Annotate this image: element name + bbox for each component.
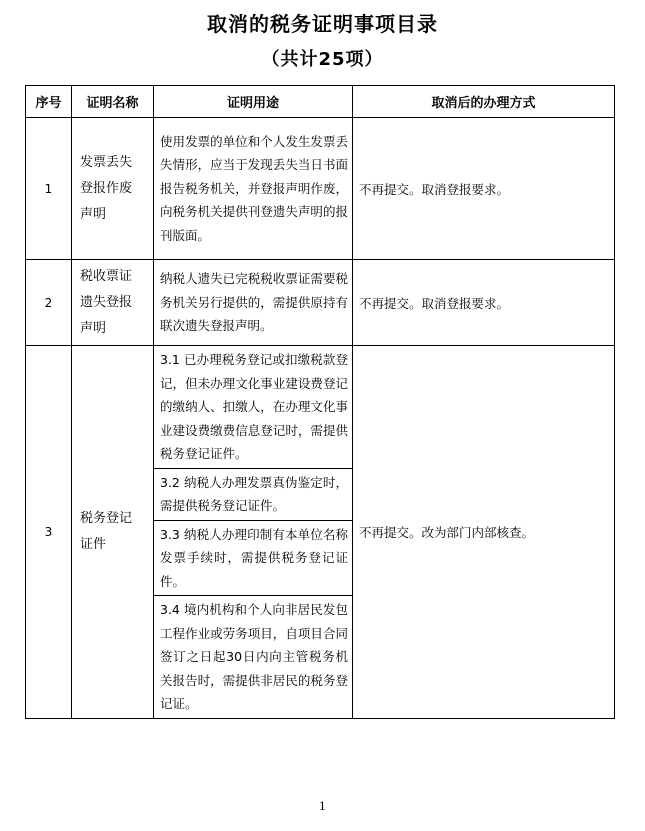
row-way: 不再提交。取消登报要求。	[353, 260, 615, 346]
row-use-subitem: 3.1 已办理税务登记或扣缴税款登记，但未办理文化事业建设费登记的缴纳人、扣缴人，在办理文化事业建设费缴费信息登记时，需提供税务登记证件。	[160, 352, 348, 461]
header-name: 证明名称	[72, 86, 154, 118]
row-use-subitem: 3.4 境内机构和个人向非居民发包工程作业或劳务项目，自项目合同签订之日起30日内向主管税务机关报告时，需提供非居民的税务登记证。	[154, 595, 352, 718]
row-use	[154, 346, 353, 719]
page-number: 1	[319, 800, 326, 813]
header-no: 序号	[26, 86, 72, 118]
row-name	[72, 118, 154, 260]
row-use-sublist	[154, 346, 352, 718]
table-row	[26, 260, 615, 346]
row-use-text: 使用发票的单位和个人发生发票丢失情形，应当于发现丢失当日书面报告税务机关，并登报声明作废，向税务机关提供刊登遗失声明的报刊版面。	[160, 133, 348, 243]
row-use-subitem: 3.3 纳税人办理印制有本单位名称发票手续时，需提供税务登记证件。	[154, 520, 352, 596]
row-name-line: 登报作废	[80, 180, 133, 196]
row-use	[154, 118, 353, 260]
row-name-line: 税务登记	[80, 510, 133, 526]
row-way: 不再提交。取消登报要求。	[353, 118, 615, 260]
row-use-text: 纳税人遗失已完税税收票证需要税务机关另行提供的，需提供原持有联次遗失登报声明。	[160, 271, 348, 334]
document-subtitle: （共计25项）	[261, 49, 384, 70]
row-use-subitem: 3.2 纳税人办理发票真伪鉴定时，需提供税务登记证件。	[154, 468, 352, 520]
document-title: 取消的税务证明事项目录	[207, 12, 438, 36]
row-name	[72, 260, 154, 346]
header-way: 取消后的办理方式	[353, 86, 615, 118]
row-name-line: 遗失登报	[80, 294, 133, 310]
row-name-line: 声明	[80, 206, 107, 222]
table-header-row	[26, 86, 615, 118]
row-name-line: 声明	[80, 320, 107, 336]
row-name-line: 发票丢失	[80, 154, 133, 170]
row-no: 2	[26, 260, 72, 346]
catalog-table	[25, 85, 615, 719]
row-use	[154, 260, 353, 346]
table-row	[26, 346, 615, 719]
row-name-line: 税收票证	[80, 268, 133, 284]
row-name-line: 证件	[80, 536, 107, 552]
row-no: 1	[26, 118, 72, 260]
row-way: 不再提交。改为部门内部核查。	[353, 346, 615, 719]
row-no: 3	[26, 346, 72, 719]
row-name	[72, 346, 154, 719]
header-use: 证明用途	[154, 86, 353, 118]
table-row	[26, 118, 615, 260]
